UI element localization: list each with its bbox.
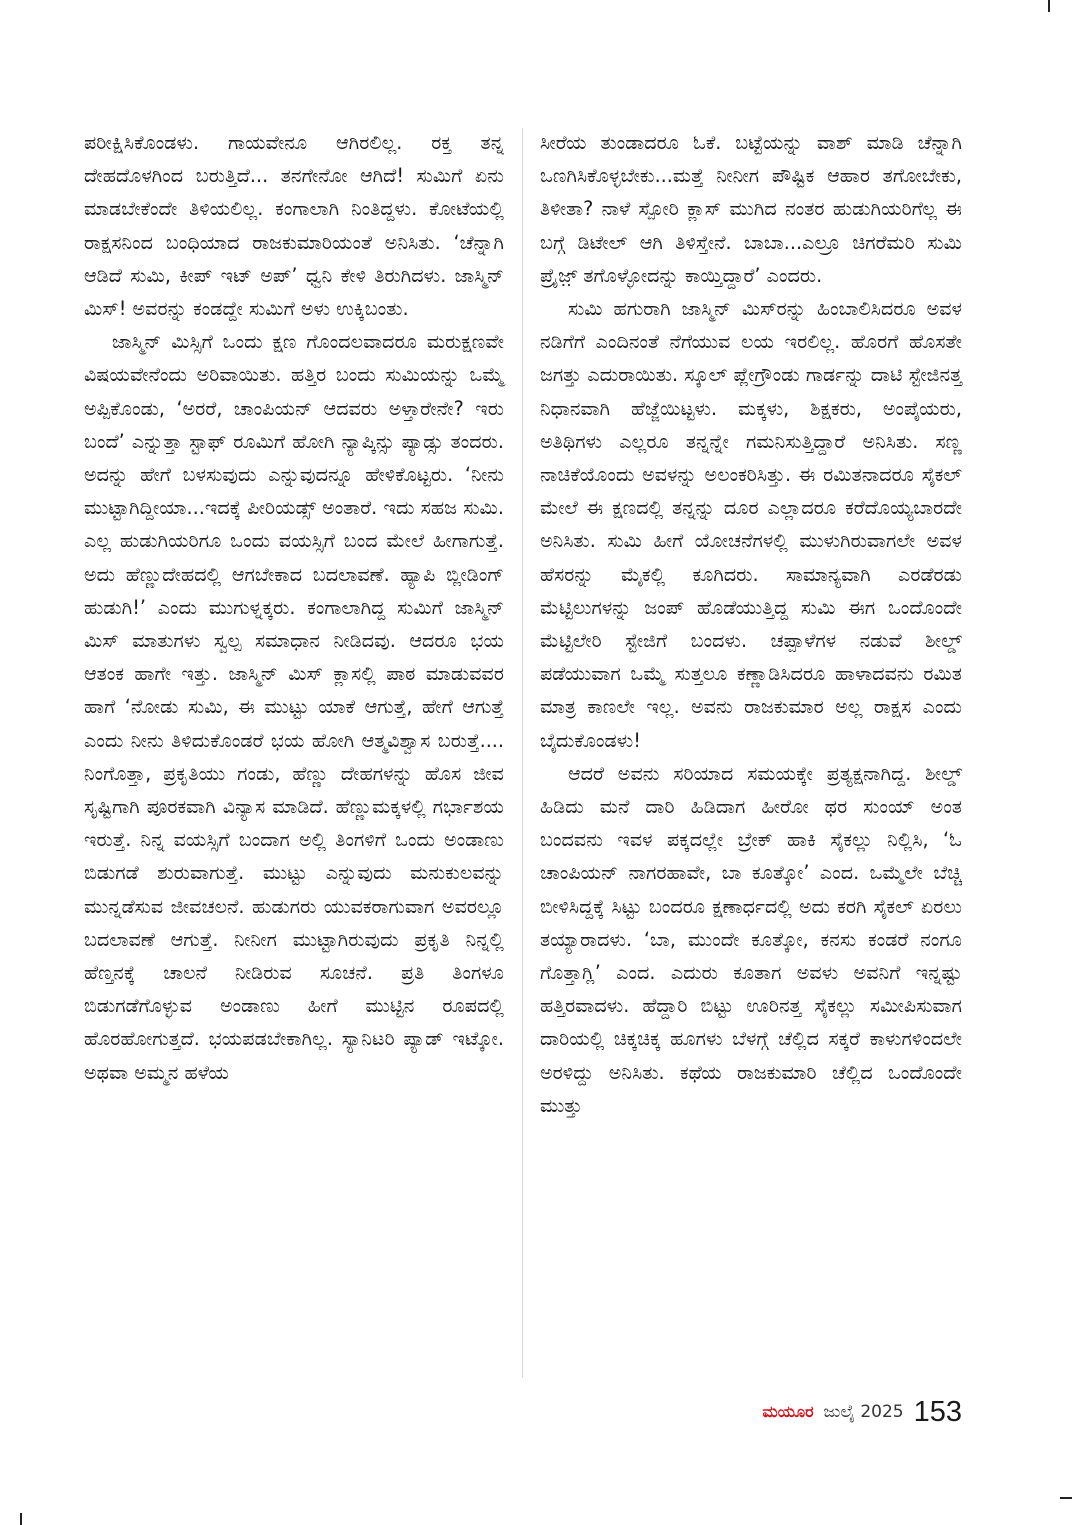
magazine-logo: ಮಯೂರ: [762, 1402, 814, 1421]
paragraph: ಜಾಸ್ಮಿನ್ ಮಿಸ್ಸಿಗೆ ಒಂದು ಕ್ಷಣ ಗೊಂದಲವಾದರೂ ಮರುಕ್ಷಣವೇ ವಿಷಯವೇನೆಂದು ಅರಿವಾಯಿತು. ಹತ್ತಿರ ಬಂದು ಸುಮಿಯನ್ನು ಒಮ್ಮೆ ಅಪ್ಪಿಕೊಂಡು, ‘ಅರರೆ, ಚಾಂಪಿಯನ್ ಆದವರು ಅಳ್ತಾರೇನೇ? ಇರು ಬಂದೆ’ ಎನ್ನುತ್ತಾ ಸ್ಟಾಫ್ ರೂಮಿಗೆ ಹೋಗಿ ನ್ಯಾಪ್ಕಿನ್ಸು ಪ್ಯಾಡ್ಸು ತಂದರು. ಅದನ್ನು ಹೇಗೆ ಬಳಸುವುದು ಎನ್ನುವುದನ್ನೂ ಹೇಳಿಕೊಟ್ಟರು. ‘ನೀನು ಮುಟ್ಟಾಗಿದ್ದೀಯಾ...ಇದಕ್ಕೆ ಪೀರಿಯಡ್ಸ್ ಅಂತಾರೆ. ಇದು ಸಹಜ ಸುಮಿ. ಎಲ್ಲ ಹುಡುಗಿಯರಿಗೂ ಒಂದು ವಯಸ್ಸಿಗೆ ಬಂದ ಮೇಲೆ ಹೀಗಾಗುತ್ತೆ. ಅದು ಹೆಣ್ಣುದೇಹದಲ್ಲಿ ಆಗಬೇಕಾದ ಬದಲಾವಣೆ. ಹ್ಯಾಪಿ ಬ್ಲೀಡಿಂಗ್ ಹುಡುಗಿ!’ ಎಂದು ಮುಗುಳ್ನಕ್ಕರು. ಕಂಗಾಲಾಗಿದ್ದ ಸುಮಿಗೆ ಜಾಸ್ಮಿನ್ ಮಿಸ್ ಮಾತುಗಳು ಸ್ವಲ್ಪ ಸಮಾಧಾನ ನೀಡಿದವು. ಆದರೂ ಭಯ ಆತಂಕ ಹಾಗೇ ಇತ್ತು. ಜಾಸ್ಮಿನ್ ಮಿಸ್ ಕ್ಲಾಸಲ್ಲಿ ಪಾಠ ಮಾಡುವವರ ಹಾಗೆ ‘ನೋಡು ಸುಮಿ, ಈ ಮುಟ್ಟು ಯಾಕೆ ಆಗುತ್ತೆ, ಹೇಗೆ ಆಗುತ್ತೆ ಎಂದು ನೀನು ತಿಳಿದುಕೊಂಡರೆ ಭಯ ಹೋಗಿ ಆತ್ಮವಿಶ್ವಾಸ ಬರುತ್ತೆ.... ನಿಂಗೊತ್ತಾ, ಪ್ರಕೃತಿಯು ಗಂಡು, ಹೆಣ್ಣು ದೇಹಗಳನ್ನು ಹೊಸ ಜೀವ ಸೃಷ್ಟಿಗಾಗಿ ಪೂರಕವಾಗಿ ವಿನ್ಯಾಸ ಮಾಡಿದೆ. ಹೆಣ್ಣುಮಕ್ಕಳಲ್ಲಿ ಗರ್ಭಾಶಯ ಇರುತ್ತೆ. ನಿನ್ನ ವಯಸ್ಸಿಗೆ ಬಂದಾಗ ಅಲ್ಲಿ ತಿಂಗಳಿಗೆ ಒಂದು ಅಂಡಾಣು ಬಿಡುಗಡೆ ಶುರುವಾಗುತ್ತೆ. ಮುಟ್ಟು ಎನ್ನುವುದು ಮನುಕುಲವನ್ನು ಮುನ್ನಡೆಸುವ ಜೀವಚಲನೆ. ಹುಡುಗರು ಯುವಕರಾಗುವಾಗ ಅವರಲ್ಲೂ ಬದಲಾವಣೆ ಆಗುತ್ತೆ. ನೀನೀಗ ಮುಟ್ಟಾಗಿರುವುದು ಪ್ರಕೃತಿ ನಿನ್ನಲ್ಲಿ ಹೆಣ್ತನಕ್ಕೆ ಚಾಲನೆ ನೀಡಿರುವ ಸೂಚನೆ. ಪ್ರತಿ ತಿಂಗಳೂ ಬಿಡುಗಡೆಗೊಳ್ಳುವ ಅಂಡಾಣು ಹೀಗೆ ಮುಟ್ಟಿನ ರೂಪದಲ್ಲಿ ಹೊರಹೋಗುತ್ತದೆ. ಭಯಪಡಬೇಕಾಗಿಲ್ಲ. ಸ್ಯಾನಿಟರಿ ಪ್ಯಾಡ್ ಇಟ್ಕೋ. ಅಥವಾ ಅಮ್ಮನ ಹಳೆಯ: [84, 330, 504, 1084]
paragraph: ಆದರೆ ಅವನು ಸರಿಯಾದ ಸಮಯಕ್ಕೇ ಪ್ರತ್ಯಕ್ಷನಾಗಿದ್ದ. ಶೀಲ್ಡ್ ಹಿಡಿದು ಮನೆ ದಾರಿ ಹಿಡಿದಾಗ ಹೀರೋ ಥರ ಸುಂಯ್ ಅಂತ ಬಂದವನು ಇವಳ ಪಕ್ಕದಲ್ಲೇ ಬ್ರೇಕ್ ಹಾಕಿ ಸೈಕಲ್ಲು ನಿಲ್ಲಿಸಿ, ‘ಓ ಚಾಂಪಿಯನ್ ನಾಗರಹಾವೇ, ಬಾ ಕೂತ್ಕೋ’ ಎಂದ. ಒಮ್ಮೆಲೇ ಬೆಚ್ಚಿ ಬೀಳಿಸಿದ್ದಕ್ಕೆ ಸಿಟ್ಟು ಬಂದರೂ ಕ್ಷಣಾರ್ಧದಲ್ಲಿ ಅದು ಕರಗಿ ಸೈಕಲ್ ಏರಲು ತಯ್ಯಾರಾದಳು. ‘ಬಾ, ಮುಂದೇ ಕೂತ್ಕೋ, ಕನಸು ಕಂಡರೆ ನಂಗೂ ಗೊತ್ತಾಗ್ಲಿ’ ಎಂದ. ಎದುರು ಕೂತಾಗ ಅವಳು ಅವನಿಗೆ ಇನ್ನಷ್ಟು ಹತ್ತಿರವಾದಳು. ಹೆದ್ದಾರಿ ಬಿಟ್ಟು ಊರಿನತ್ತ ಸೈಕಲ್ಲು ಸಮೀಪಿಸುವಾಗ ದಾರಿಯಲ್ಲಿ ಚಿಕ್ಕಚಿಕ್ಕ ಹೂಗಳು ಬೆಳಗ್ಗೆ ಚೆಲ್ಲಿದ ಸಕ್ಕರೆ ಕಾಳುಗಳಿಂದಲೇ ಅರಳಿದ್ದು ಅನಿಸಿತು. ಕಥೆಯ ರಾಜಕುಮಾರಿ ಚೆಲ್ಲಿದ ಒಂದೊಂದೇ ಮುತ್ತು: [540, 761, 962, 1117]
left-column: [84, 126, 504, 1089]
page-footer: [720, 1390, 962, 1434]
paragraph: ಸುಮಿ ಹಗುರಾಗಿ ಜಾಸ್ಮಿನ್ ಮಿಸ್‌ರನ್ನು ಹಿಂಬಾಲಿಸಿದರೂ ಅವಳ ನಡಿಗೆಗೆ ಎಂದಿನಂತೆ ನೆಗೆಯುವ ಲಯ ಇರಲಿಲ್ಲ. ಹೊರಗೆ ಹೊಸತೇ ಜಗತ್ತು ಎದುರಾಯಿತು. ಸ್ಕೂಲ್ ಪ್ಲೇಗ್ರೌಂಡು ಗಾರ್ಡನ್ನು ದಾಟಿ ಸ್ಟೇಜಿನತ್ತ ನಿಧಾನವಾಗಿ ಹೆಜ್ಜೆಯಿಟ್ಟಳು. ಮಕ್ಕಳು, ಶಿಕ್ಷಕರು, ಅಂಪೈಯರು, ಅತಿಥಿಗಳು ಎಲ್ಲರೂ ತನ್ನನ್ನೇ ಗಮನಿಸುತ್ತಿದ್ದಾರೆ ಅನಿಸಿತು. ಸಣ್ಣ ನಾಚಿಕೆಯೊಂದು ಅವಳನ್ನು ಅಲಂಕರಿಸಿತ್ತು. ಈ ರಮಿತನಾದರೂ ಸೈಕಲ್ ಮೇಲೆ ಈ ಕ್ಷಣದಲ್ಲಿ ತನ್ನನ್ನು ದೂರ ಎಲ್ಲಾದರೂ ಕರೆದೊಯ್ಯಬಾರದೇ ಅನಿಸಿತು. ಸುಮಿ ಹೀಗೆ ಯೋಚನೆಗಳಲ್ಲಿ ಮುಳುಗಿರುವಾಗಲೇ ಅವಳ ಹೆಸರನ್ನು ಮೈಕಲ್ಲಿ ಕೂಗಿದರು. ಸಾಮಾನ್ಯವಾಗಿ ಎರಡೆರಡು ಮೆಟ್ಟಿಲುಗಳನ್ನು ಜಂಪ್ ಹೊಡೆಯುತ್ತಿದ್ದ ಸುಮಿ ಈಗ ಒಂದೊಂದೇ ಮೆಟ್ಟಿಲೇರಿ ಸ್ಟೇಜಿಗೆ ಬಂದಳು. ಚಪ್ಪಾಳೆಗಳ ನಡುವೆ ಶೀಲ್ಡ್ ಪಡೆಯುವಾಗ ಒಮ್ಮೆ ಸುತ್ತಲೂ ಕಣ್ಣಾಡಿಸಿದರೂ ಹಾಳಾದವನು ರಮಿತ ಮಾತ್ರ ಕಾಣಲೇ ಇಲ್ಲ. ಅವನು ರಾಜಕುಮಾರ ಅಲ್ಲ ರಾಕ್ಷಸ ಎಂದು ಬೈದುಕೊಂಡಳು!: [540, 297, 962, 752]
crop-mark-bottom-right: [1060, 1497, 1072, 1499]
paragraph: ಪರೀಕ್ಷಿಸಿಕೊಂಡಳು. ಗಾಯವೇನೂ ಆಗಿರಲಿಲ್ಲ. ರಕ್ತ ತನ್ನ ದೇಹದೊಳಗಿಂದ ಬರುತ್ತಿದೆ... ತನಗೇನೋ ಆಗಿದೆ! ಸುಮಿಗೆ ಏನು ಮಾಡಬೇಕೆಂದೇ ತಿಳಿಯಲಿಲ್ಲ. ಕಂಗಾಲಾಗಿ ನಿಂತಿದ್ದಳು. ಕೋಟೆಯಲ್ಲಿ ರಾಕ್ಷಸನಿಂದ ಬಂಧಿಯಾದ ರಾಜಕುಮಾರಿಯಂತೆ ಅನಿಸಿತು. ‘ಚೆನ್ನಾಗಿ ಆಡಿದೆ ಸುಮಿ, ಕೀಪ್ ಇಟ್ ಅಪ್’ ಧ್ವನಿ ಕೇಳಿ ತಿರುಗಿದಳು. ಜಾಸ್ಮಿನ್ ಮಿಸ್! ಅವರನ್ನು ಕಂಡದ್ದೇ ಸುಮಿಗೆ ಅಳು ಉಕ್ಕಿಬಂತು.: [84, 131, 504, 321]
issue-date: ಜುಲೈ 2025: [823, 1402, 904, 1422]
crop-mark-bottom-left: [20, 1513, 22, 1525]
crop-mark-top-right: [1048, 0, 1050, 12]
column-divider: [522, 128, 523, 1378]
paragraph: ಸೀರೆಯ ತುಂಡಾದರೂ ಓಕೆ. ಬಟ್ಟೆಯನ್ನು ವಾಶ್ ಮಾಡಿ ಚೆನ್ನಾಗಿ ಒಣಗಿಸಿಕೊಳ್ಳಬೇಕು...ಮತ್ತೆ ನೀನೀಗ ಪೌಷ್ಟಿಕ ಆಹಾರ ತಗೋಬೇಕು, ತಿಳೀತಾ? ನಾಳೆ ಸ್ಪೋರಿ ಕ್ಲಾಸ್ ಮುಗಿದ ನಂತರ ಹುಡುಗಿಯರಿಗೆಲ್ಲ ಈ ಬಗ್ಗೆ ಡಿಟೇಲ್ ಆಗಿ ತಿಳಿಸ್ತೇನೆ. ಬಾಬಾ...ಎಲ್ರೂ ಚಿಗರೆಮರಿ ಸುಮಿ ಪ್ರೈಜ಼್ ತಗೊಳ್ಳೋದನ್ನು ಕಾಯ್ತಿದ್ದಾರೆ’ ಎಂದರು.: [540, 131, 962, 287]
right-column: [540, 126, 962, 1122]
page-number: 153: [913, 1395, 962, 1428]
